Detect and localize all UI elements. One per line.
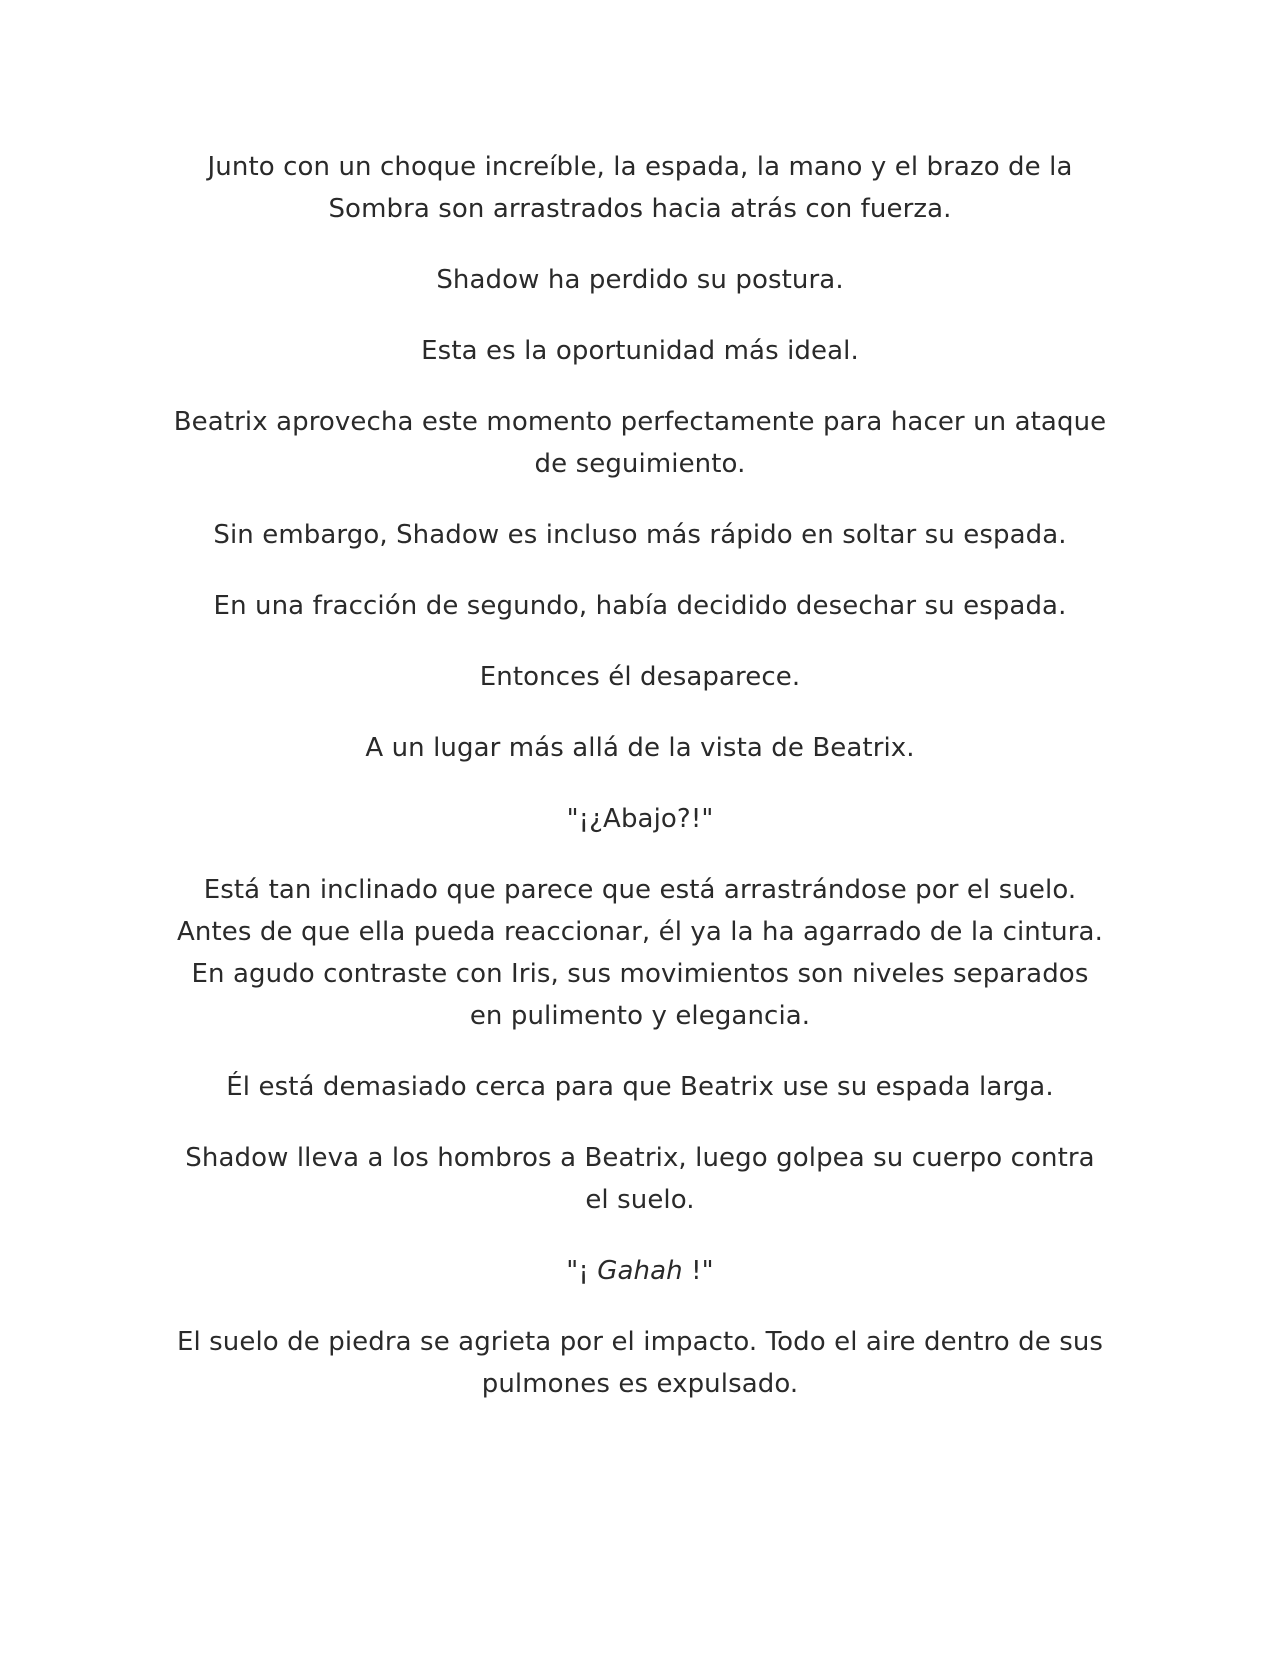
dialogue-abajo: "¡¿Abajo?!" <box>566 804 714 834</box>
story-text <box>172 146 1108 1434</box>
gahah-prefix: "¡ <box>566 1256 598 1286</box>
paragraph-7: Entonces él desaparece. <box>479 662 801 692</box>
paragraph-4: Beatrix aprovecha este momento perfectamente para hacer un ataque de seguimiento. <box>173 407 1107 479</box>
gahah-italic: Gahah <box>597 1256 683 1286</box>
paragraph-3: Esta es la oportunidad más ideal. <box>421 336 859 366</box>
paragraph-8: A un lugar más allá de la vista de Beatrix. <box>365 733 915 763</box>
paragraph-final: El suelo de piedra se agrieta por el impacto. Todo el aire dentro de sus pulmones es expulsado. <box>176 1327 1104 1399</box>
dialogue-gahah <box>172 1250 1108 1292</box>
paragraph-1: Junto con un choque increíble, la espada, la mano y el brazo de la Sombra son arrastrados hacia atrás con fuerza. <box>207 152 1073 224</box>
gahah-suffix: !" <box>682 1256 714 1286</box>
paragraph-5: Sin embargo, Shadow es incluso más rápido en soltar su espada. <box>213 520 1067 550</box>
paragraph-12: Shadow lleva a los hombros a Beatrix, luego golpea su cuerpo contra el suelo. <box>185 1143 1095 1215</box>
paragraph-2: Shadow ha perdido su postura. <box>436 265 844 295</box>
paragraph-11: Él está demasiado cerca para que Beatrix use su espada larga. <box>226 1072 1054 1102</box>
paragraph-10: Está tan inclinado que parece que está arrastrándose por el suelo. Antes de que ella pueda reaccionar, él ya la ha agarrado de la cintura. En agudo contraste con Iris, sus movimientos son niveles separados en pulimento y elegancia. <box>177 875 1103 1031</box>
paragraph-6: En una fracción de segundo, había decidido desechar su espada. <box>213 591 1067 621</box>
